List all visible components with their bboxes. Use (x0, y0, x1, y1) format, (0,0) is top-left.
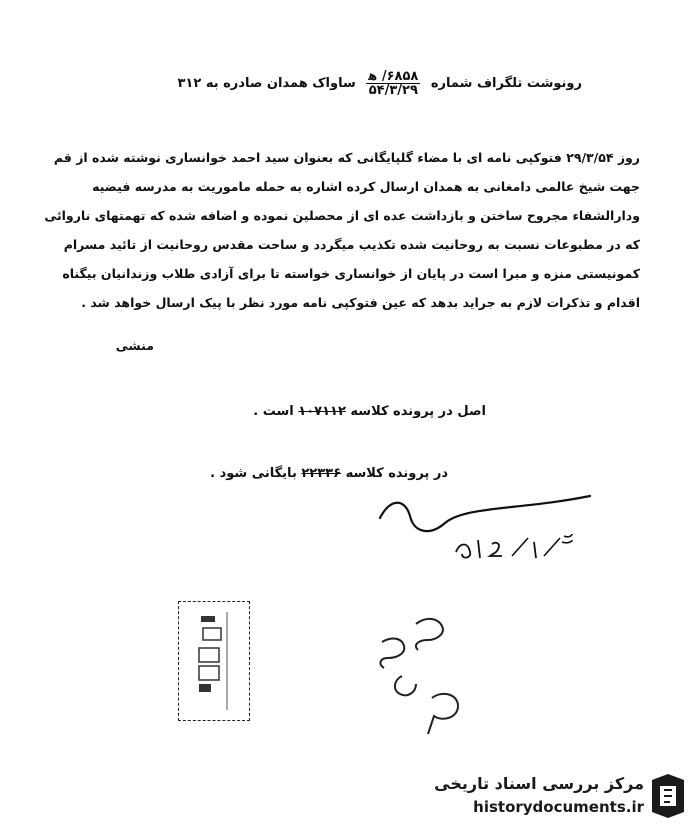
body-line-5: کمونیستی منزه و مبرا است در پایان از خوانساری خواسته تا برای آزادی طلاب وزندانیان بیگناه (62, 266, 640, 281)
note1-suffix: است . (253, 404, 294, 419)
header-title: رونوشت تلگراف شماره (430, 76, 582, 91)
watermark (418, 770, 688, 826)
watermark-url: historydocuments.ir (473, 798, 644, 816)
handwritten-number (372, 612, 482, 740)
body-line-1: روز ۲۹/۳/۵۴ فتوکپی نامه ای با مضاء گلپایگانی که بعنوان سید احمد خوانساری نوشته شده از قم (53, 150, 640, 165)
signature-scribble (370, 488, 600, 548)
header-number (366, 70, 420, 97)
header-number-bottom: ۵۴/۳/۲۹ (368, 83, 418, 98)
body-line-6: اقدام و تذکرات لازم به جراید بدهد که عین فتوکپی نامه مورد نظر با پیک ارسال خواهد شد . (81, 295, 640, 310)
file-note-original (253, 404, 486, 419)
note2-suffix: بایگانی شود . (210, 466, 297, 481)
note2-struck-number: ۲۲۳۳۶ (301, 466, 342, 481)
body-line-2: جهت شیخ عالمی دامغانی به همدان ارسال کرده اشاره به حمله ماموریت به مدرسه فیضیه (92, 179, 640, 194)
file-note-archive (210, 466, 448, 481)
note1-prefix: اصل در پرونده کلاسه (350, 404, 486, 419)
header-number-top: ۶۸۵۸/ ﻫ (368, 69, 419, 84)
note1-struck-number: ۱۰۷۱۱۲ (298, 404, 346, 419)
header-agency: ساواک همدان صادره به ۳۱۲ (177, 76, 356, 91)
handwritten-date (448, 530, 578, 566)
body-line-3: ودارالشفاء مجروح ساختن و بازداشت عده ای از محصلین نموده و اضافه شده که تهمتهای ناروائی (44, 208, 640, 223)
stamp-box (178, 601, 250, 721)
signer: منشی (115, 338, 154, 353)
stamp-marks (179, 602, 249, 720)
archive-logo-icon (648, 772, 688, 820)
telegram-header (178, 70, 583, 97)
note2-prefix: در پرونده کلاسه (345, 466, 448, 481)
body-line-4: که در مطبوعات نسبت به روحانیت شده تکذیب میگردد و ساحت مقدس روحانیت از تائید مسرام (63, 237, 640, 252)
watermark-fa-text: مرکز بررسی اسناد تاریخی (434, 774, 644, 793)
